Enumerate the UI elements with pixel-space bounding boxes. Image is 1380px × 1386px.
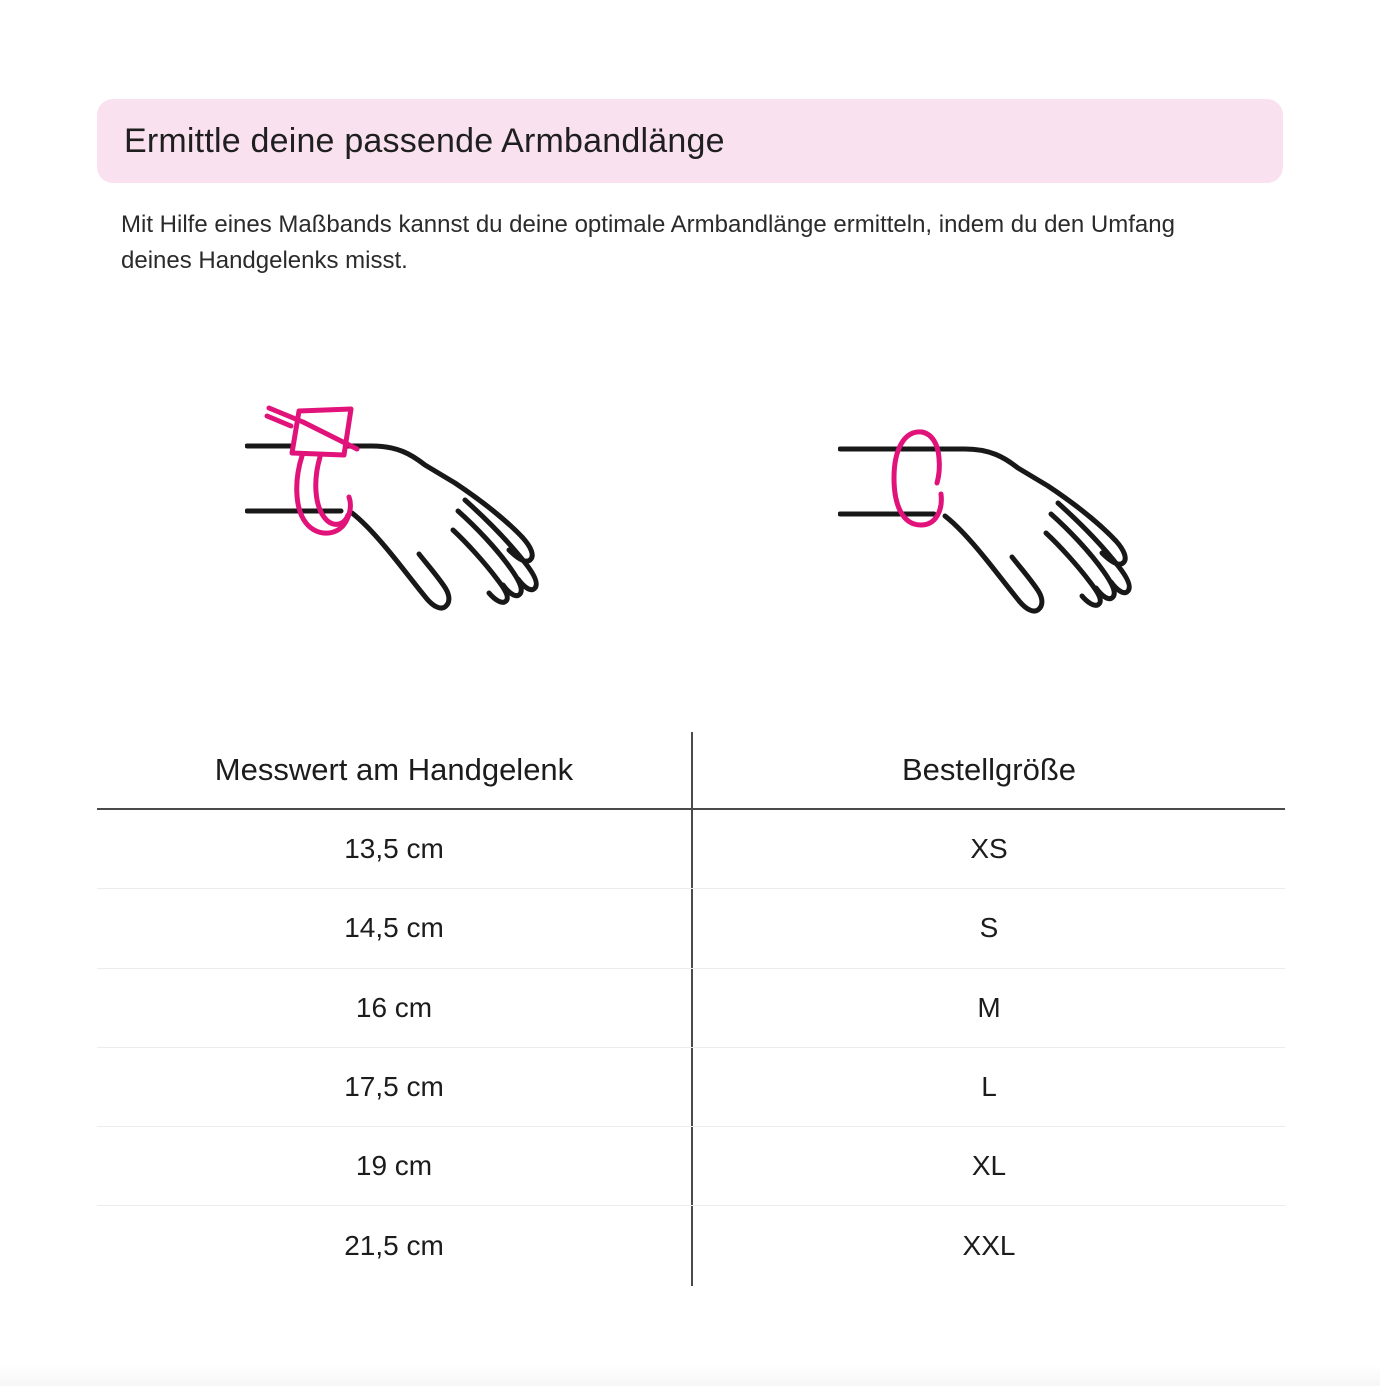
cell-measurement: 13,5 cm <box>344 833 444 865</box>
bottom-shadow <box>0 1364 1380 1386</box>
size-table <box>97 732 1285 1286</box>
table-row <box>97 1048 1285 1127</box>
cell-measurement: 14,5 cm <box>344 912 444 944</box>
cell-size: XL <box>691 1127 1285 1205</box>
table-row <box>97 1206 1285 1285</box>
table-row <box>97 969 1285 1048</box>
measuring-tape <box>267 408 357 533</box>
table-row <box>97 889 1285 968</box>
table-row <box>97 810 1285 889</box>
cell-measurement: 17,5 cm <box>344 1071 444 1103</box>
hand-outline <box>247 446 536 608</box>
table-header-row <box>97 732 1285 810</box>
intro-text-line-2: deines Handgelenks misst. <box>121 247 408 274</box>
hand-measuring-tape-illustration <box>245 403 545 615</box>
bracelet-band <box>894 432 941 525</box>
cell-size: S <box>691 889 1285 967</box>
cell-size: M <box>691 969 1285 1047</box>
intro-text-line-1: Mit Hilfe eines Maßbands kannst du deine optimale Armbandlänge ermitteln, indem du den Umfang <box>121 211 1175 238</box>
page-title: Ermittle deine passende Armbandlänge <box>124 121 725 160</box>
cell-measurement: 19 cm <box>355 1150 433 1182</box>
cell-measurement: 21,5 cm <box>344 1230 444 1262</box>
column-header-size: Bestellgröße <box>691 732 1285 808</box>
cell-measurement: 16 cm <box>355 991 433 1023</box>
cell-size: XS <box>691 810 1285 888</box>
hand-outline <box>840 449 1129 611</box>
table-row <box>97 1127 1285 1206</box>
hand-bracelet-illustration <box>838 406 1138 618</box>
cell-size: XXL <box>691 1206 1285 1285</box>
cell-size: L <box>691 1048 1285 1126</box>
intro-text <box>121 207 1291 279</box>
column-header-measurement: Messwert am Handgelenk <box>214 752 574 787</box>
size-guide-banner <box>97 99 1283 183</box>
